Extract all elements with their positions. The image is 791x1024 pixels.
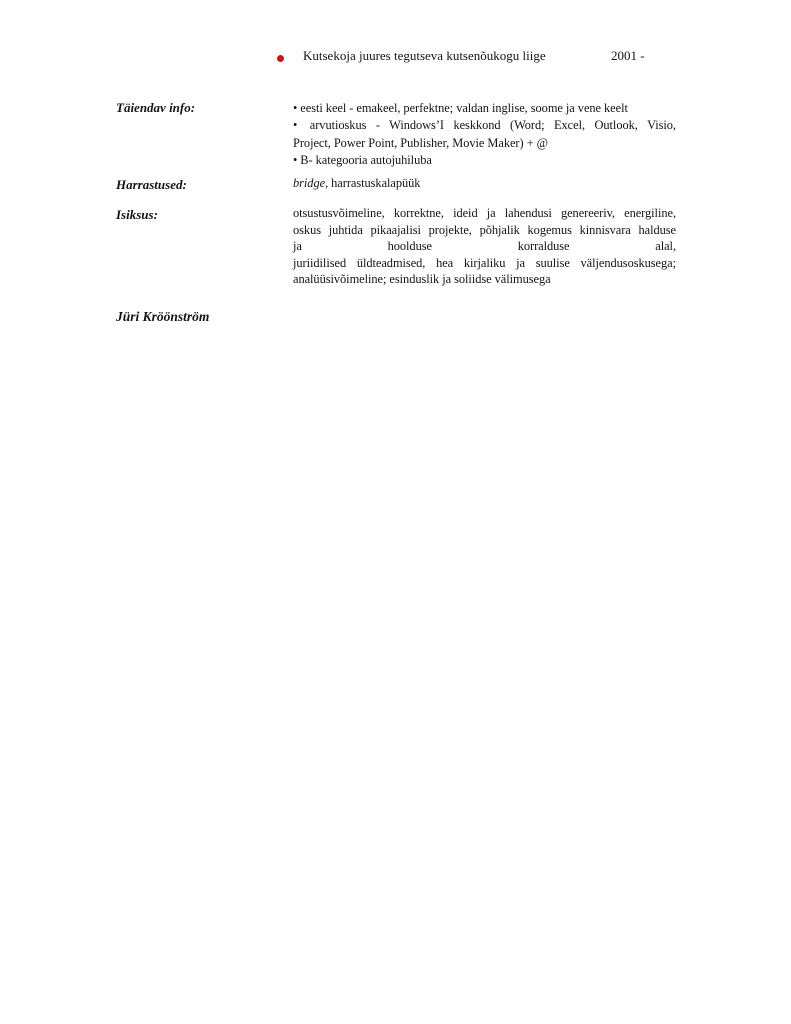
section-body-harrastused bbox=[293, 175, 676, 192]
bullet-line-languages bbox=[293, 100, 676, 117]
bullet-icon: • bbox=[293, 152, 298, 167]
personality-line: ja hoolduse korralduse alal, bbox=[293, 239, 676, 253]
bullet-icon: • bbox=[293, 118, 298, 133]
bullet-icon: • bbox=[293, 101, 298, 115]
bullet-line-computer-skills-wrap bbox=[293, 135, 676, 152]
personality-line: oskus juhtida pikaajalisi projekte, põhjalik kogemus kinnisvara halduse bbox=[293, 222, 676, 237]
section-label-isiksus: Isiksus: bbox=[116, 207, 158, 222]
top-list-item-text: Kutsekoja juures tegutseva kutsenõukogu liige bbox=[303, 48, 546, 63]
bullet-line-driving-licence bbox=[293, 152, 676, 169]
hobbies-line bbox=[293, 175, 676, 192]
personality-line: otsustusvõimeline, korrektne, ideid ja lahendusi genereeriv, energiline, bbox=[293, 206, 676, 220]
hobby-rest-text: , harrastuskalapüük bbox=[325, 176, 421, 190]
bullet-line-computer-skills bbox=[293, 117, 676, 134]
personality-line: juriidilised üldteadmised, hea kirjaliku ja suulise väljendusoskusega; bbox=[293, 255, 676, 270]
section-body-isiksus bbox=[293, 205, 676, 288]
red-bullet-icon bbox=[277, 55, 284, 62]
bullet-line-text: eesti keel - emakeel, perfektne; valdan inglise, soome ja vene keelt bbox=[300, 101, 628, 115]
section-body-taiendav-info bbox=[293, 100, 676, 169]
top-list-item-period: 2001 - bbox=[611, 48, 645, 63]
hobby-italic-text: bridge bbox=[293, 176, 326, 190]
signature-name: Jüri Kröönström bbox=[116, 309, 210, 324]
bullet-line-text: Project, Power Point, Publisher, Movie Maker) + @ bbox=[293, 135, 548, 150]
bullet-line-text: B- kategooria autojuhiluba bbox=[300, 152, 432, 167]
personality-line-last: analüüsivõimeline; esinduslik ja soliidse välimusega bbox=[293, 272, 551, 286]
section-label-harrastused: Harrastused: bbox=[116, 177, 187, 192]
section-label-taiendav-info: Täiendav info: bbox=[116, 100, 196, 115]
bullet-line-text: arvutioskus - Windows’I keskkond (Word; Excel, Outlook, Visio, bbox=[309, 118, 676, 133]
